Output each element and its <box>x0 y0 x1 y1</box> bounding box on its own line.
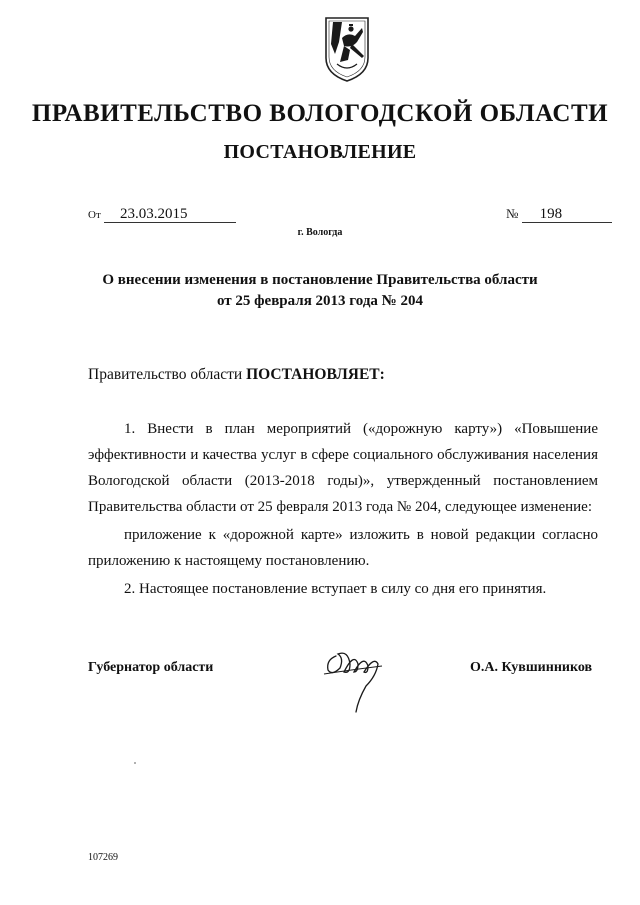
paragraph-item-2: 2. Настоящее постановление вступает в силу со дня его принятия. <box>124 581 547 597</box>
vologda-coat-of-arms-icon <box>322 14 372 84</box>
date-label: От <box>88 209 101 221</box>
number-field <box>506 206 612 223</box>
subject-line-2: от 25 февраля 2013 года № 204 <box>217 293 423 309</box>
subject <box>0 270 640 312</box>
signatory-name: О.А. Кувшинников <box>470 660 593 675</box>
paragraph-item-1: 1. Внести в план мероприятий («дорожную карту») «Повышение эффективности и качества услуг в сфере социального обслуживания населения Вологодской области (2013-2018 годы)», утвержденный постановлением Правительства области от 25 февраля 2013 года № 204, следующее изменение: <box>88 421 598 515</box>
document-type: ПОСТАНОВЛЕНИЕ <box>223 141 417 163</box>
number-value: 198 <box>522 207 612 223</box>
date-field <box>88 206 236 223</box>
scan-dot <box>134 762 136 764</box>
number-label: № <box>506 206 519 221</box>
city: г. Вологда <box>297 227 343 238</box>
signatory-title: Губернатор области <box>88 660 214 675</box>
subject-line-1: О внесении изменения в постановление Правительства области <box>102 272 538 288</box>
preamble-resolves: ПОСТАНОВЛЯЕТ: <box>246 366 385 383</box>
preamble-prefix: Правительство области <box>88 366 243 383</box>
preamble <box>88 366 385 384</box>
handwritten-signature-icon <box>320 642 390 714</box>
paragraph-item-1-sub: приложение к «дорожной карте» изложить в новой редакции согласно приложению к настоящему постановлению. <box>88 527 598 569</box>
date-value: 23.03.2015 <box>104 207 236 223</box>
registration-number: 107269 <box>88 852 118 863</box>
government-title: ПРАВИТЕЛЬСТВО ВОЛОГОДСКОЙ ОБЛАСТИ <box>31 100 609 127</box>
